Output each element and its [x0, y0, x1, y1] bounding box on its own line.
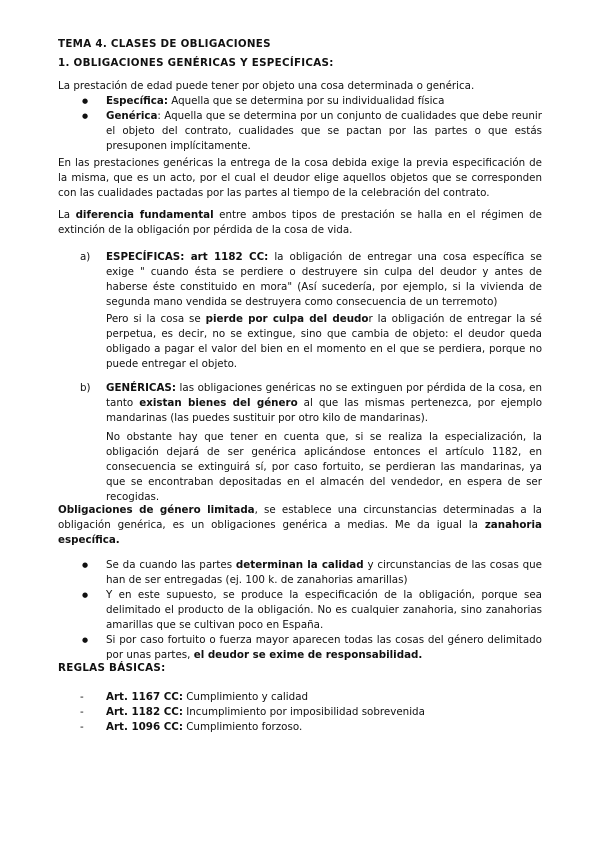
text-run: Se da cuando las partes — [106, 559, 236, 571]
dash-marker: - — [80, 706, 84, 718]
text-run: La — [58, 209, 76, 221]
paragraph-bullet-especifica — [82, 94, 542, 109]
bold-text: existan bienes del género — [139, 397, 298, 409]
paragraph-para-especificacion — [58, 156, 542, 201]
text-run: la obligación de entregar una cosa específica se exige " cuando ésta se perdiere o destruyere sin culpa del deudor y antes de haberse éste constituido en mora" (Así sucedería, por ejemplo, si la vivienda de segunda mano vendida se destruyera como consecuencia de un terremoto) — [106, 251, 543, 308]
regla-article: Art. 1096 CC: — [106, 721, 183, 733]
paragraph-para-no-obstante — [106, 430, 542, 505]
paragraph-para-genero-limitado — [58, 503, 542, 548]
regla-item — [80, 690, 542, 705]
paragraph-item-a — [80, 250, 543, 310]
text-run: y circunstancias de las cosas que han de ser entregadas (ej. 100 k. de zanahorias amarillas) — [106, 559, 543, 586]
paragraph-bullet-generica — [82, 109, 542, 154]
bullet-icon: ● — [82, 97, 89, 105]
text-run: Si por caso fortuito o fuerza mayor aparecen todas las cosas del género delimitado por unas partes, — [106, 634, 542, 661]
section-heading: 1. OBLIGACIONES GENÉRICAS Y ESPECÍFICAS: — [58, 57, 334, 69]
text-run: entre ambos tipos de prestación se halla en el régimen de extinción de la obligación por pérdida de la cosa de vida. — [58, 209, 542, 236]
bold-text: pierde por culpa del deudo — [205, 313, 369, 325]
paragraph-para-diferencia — [58, 208, 542, 238]
text-run: , se establece una circunstancias determinadas a la obligación genérica, es un obligaciones genérica a medias. Me da igual la — [58, 504, 542, 531]
regla-text: Cumplimiento forzoso. — [182, 721, 303, 733]
text-run: las obligaciones genéricas no se extinguen por pérdida de la cosa, en tanto — [106, 382, 542, 409]
text-run: En las prestaciones genéricas la entrega de la cosa debida exige la previa especificación de la misma, que es un acto, por el cual el deudor elige aquellos objetos que se corresponden con las cualidades pactadas por las partes al tiempo de la celebración del contrato. — [58, 157, 542, 199]
bold-text: diferencia fundamental — [75, 209, 214, 221]
text-run: r la obligación de entregar la sé perpetua, es decir, no se extingue, sino que cambia de objeto: el deudor queda obligado a pagar el valor del bien en el momento en el que se perdiera, porque no puede entregar el objeto. — [106, 313, 542, 370]
bold-text: determinan la calidad — [235, 559, 364, 571]
list-marker: a) — [80, 251, 91, 263]
text-run: Aquella que se determina por su individualidad física — [167, 95, 445, 107]
bold-text: GENÉRICAS: — [106, 382, 176, 394]
text-run: al que las mismas pertenezca, por ejemplo mandarinas (las puedes sustituir por otro kilo de mandarinas). — [106, 397, 542, 424]
document-title: TEMA 4. CLASES DE OBLIGACIONES — [58, 38, 271, 50]
text-run: Pero si la cosa se — [106, 313, 206, 325]
reglas-list — [80, 690, 542, 735]
bold-text: el deudor se exime de responsabilidad. — [193, 649, 423, 661]
paragraph-intro — [58, 79, 542, 94]
paragraph-item-b — [80, 381, 542, 426]
paragraph-bullet-supuesto — [82, 588, 542, 633]
bullet-icon: ● — [82, 112, 89, 120]
regla-text: Incumplimiento por imposibilidad sobrevenida — [182, 706, 425, 718]
bullet-icon: ● — [82, 561, 89, 569]
bold-text: Obligaciones de género limitada — [58, 504, 255, 516]
paragraph-bullet-fortuito — [82, 633, 542, 663]
regla-item — [80, 705, 542, 720]
regla-article: Art. 1182 CC: — [106, 706, 183, 718]
reglas-heading: REGLAS BÁSICAS: — [58, 662, 166, 674]
paragraph-bullet-calidad — [82, 558, 543, 588]
list-marker: b) — [80, 382, 91, 394]
dash-marker: - — [80, 691, 84, 703]
bold-text: Genérica — [106, 110, 158, 122]
text-run: No obstante hay que tener en cuenta que, si se realiza la especialización, la obligación dejará de ser genérica aplicándose entonces el artículo 1182, en consecuencia se extinguirá sí, por caso fortuito, se perdieran las mandarinas, ya que se encontraban depositadas en el almacén del vendedor, en espera de ser recogidas. — [106, 431, 542, 503]
text-run: La prestación de edad puede tener por objeto una cosa determinada o genérica. — [58, 80, 475, 92]
bullet-icon: ● — [82, 591, 89, 599]
regla-article: Art. 1167 CC: — [106, 691, 183, 703]
bullet-icon: ● — [82, 636, 89, 644]
text-run: : Aquella que se determina por un conjunto de cualidades que debe reunir el objeto del contrato, cualidades que se pactan por las partes o que estás presuponen implícitamente. — [106, 110, 542, 152]
bold-text: Específica: — [106, 95, 168, 107]
regla-item — [80, 720, 542, 735]
regla-text: Cumplimiento y calidad — [182, 691, 309, 703]
dash-marker: - — [80, 721, 84, 733]
bold-text: ESPECÍFICAS: art 1182 CC: — [106, 251, 269, 263]
bold-text: zanahoria específica. — [58, 519, 542, 546]
paragraph-para-pero — [106, 312, 542, 372]
text-run: Y en este supuesto, se produce la especificación de la obligación, porque sea delimitado el producto de la obligación. No es cualquier zanahoria, sino zanahorias amarillas que se cultivan poco en España. — [106, 589, 542, 631]
